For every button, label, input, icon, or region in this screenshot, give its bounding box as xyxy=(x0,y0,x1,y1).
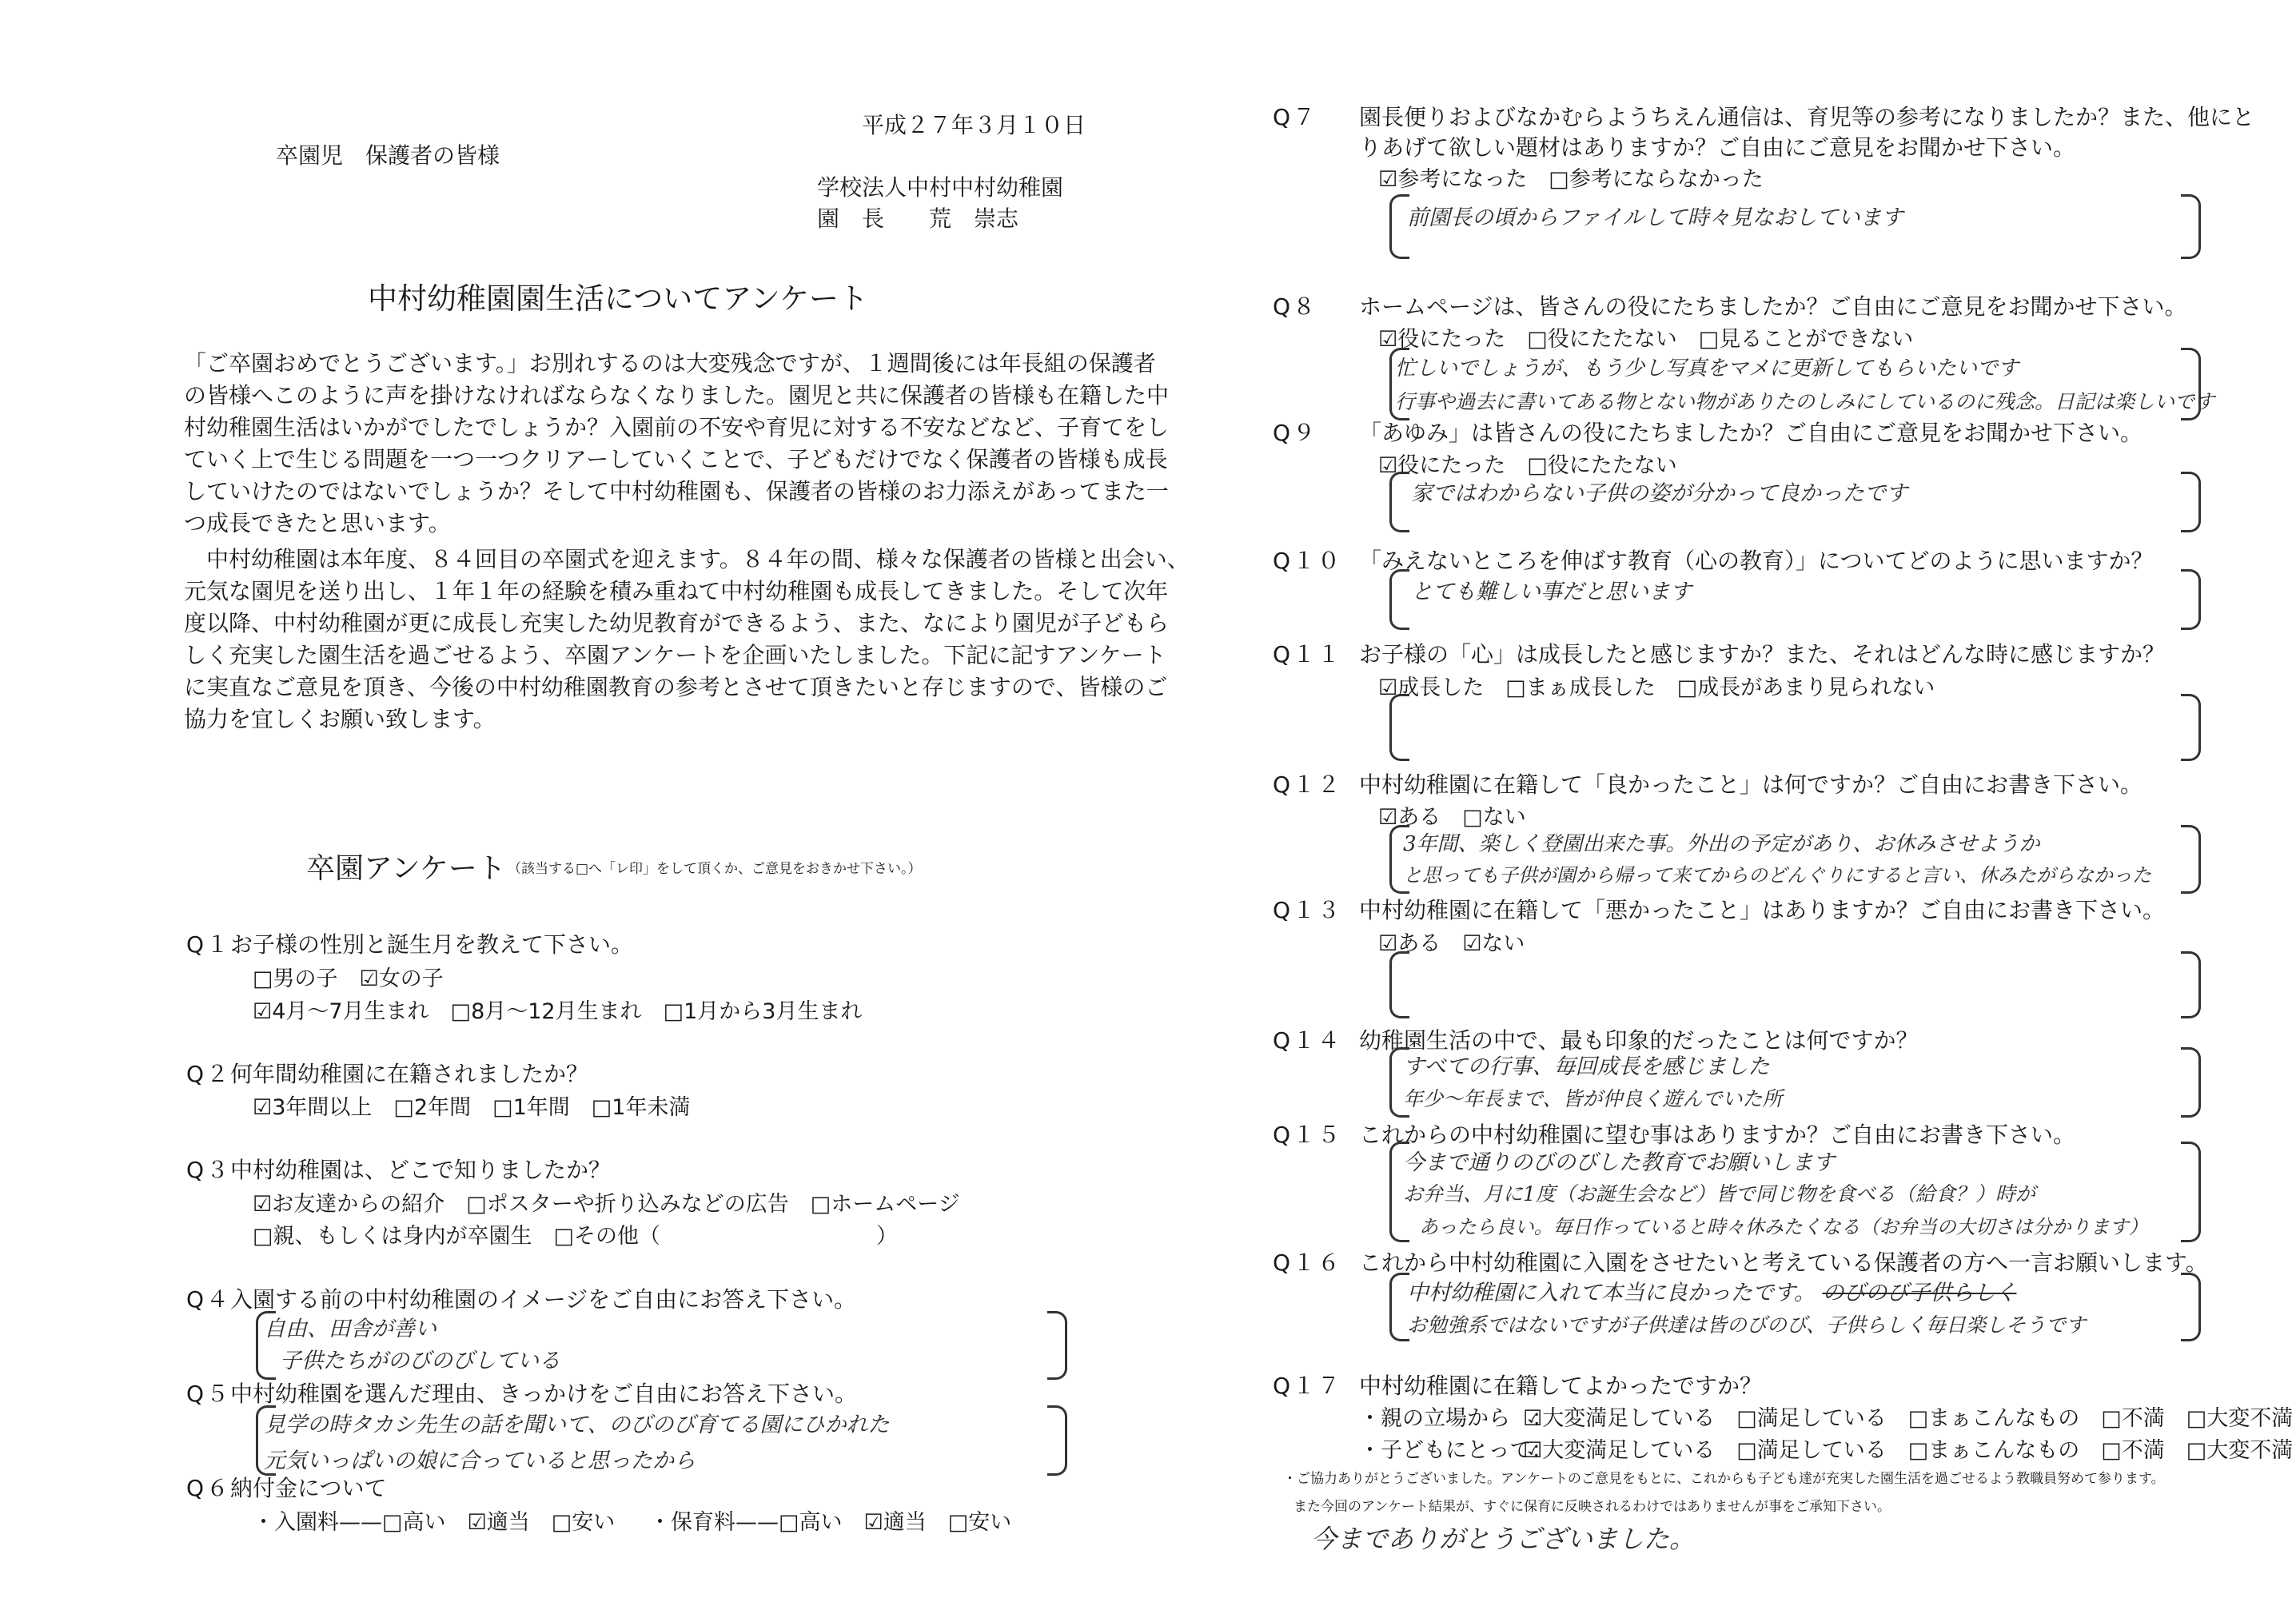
q10-bracket-right xyxy=(2181,569,2201,630)
page-title: 中村幼稚園園生活についてアンケート xyxy=(368,281,869,316)
closing-thanks-handwritten: 今までありがとうございました。 xyxy=(1311,1524,1696,1554)
q16-answer-1 xyxy=(1407,1275,2016,1306)
q7-answer: 前園長の頃からファイルして時々見なおしています xyxy=(1407,205,1903,230)
q15-answer-2: お弁当、月に1度（お誕生会など）皆で同じ物を食べる（給食？）時が xyxy=(1403,1182,2035,1206)
q1-text: お子様の性別と誕生月を教えて下さい。 xyxy=(230,931,634,958)
q15-answer-1: 今まで通りのびのびした教育でお願いします xyxy=(1403,1150,1835,1175)
q3-options-2[interactable]: □親、もしくは身内が卒園生 □その他（ ） xyxy=(253,1224,899,1249)
q6-number: Q６ xyxy=(186,1475,232,1501)
q4-number: Q４ xyxy=(186,1286,232,1313)
intro-line: 協力を宜しくお願い致します。 xyxy=(184,706,496,732)
q4-answer-2: 子供たちがのびのびしている xyxy=(280,1349,560,1373)
intro-line: に実直なご意見を頂き、今後の中村幼稚園教育の参考とさせて頂きたいと存じますので、皆様のご xyxy=(184,674,1168,700)
q1-options-gender[interactable]: □男の子 ☑女の子 xyxy=(253,966,444,991)
intro-line: 「ご卒園おめでとうございます。」お別れするのは大変残念ですが、１週間後には年長組の保護者 xyxy=(184,350,1156,377)
q16-answer-1-text: 中村幼稚園に入れて本当に良かったです。 xyxy=(1407,1281,1816,1305)
q9-options[interactable]: ☑役にたった □役にたたない xyxy=(1378,453,1677,478)
q11-number: Q１１ xyxy=(1273,641,1343,668)
q14-number: Q１４ xyxy=(1273,1027,1343,1054)
q13-bracket-left xyxy=(1389,951,1409,1018)
intro-line: 中村幼稚園は本年度、８４回目の卒園式を迎えます。８４年の間、様々な保護者の皆様と出会い、 xyxy=(206,546,1190,572)
q17-parent-label: ・親の立場から ： xyxy=(1359,1406,1553,1431)
intro-line: 度以降、中村幼稚園が更に成長し充実した幼児教育ができるよう、また、なにより園児が子どもら xyxy=(184,610,1170,636)
q13-bracket-right xyxy=(2181,951,2201,1018)
q17-child-options[interactable]: ☑大変満足している □満足している □まぁこんなもの □不満 □大変不満 xyxy=(1523,1438,2294,1463)
q7-text-1: 園長便りおよびなかむらようちえん通信は、育児等の参考になりましたか？また、他にと xyxy=(1359,104,2255,130)
organization: 学校法人中村中村幼稚園 xyxy=(817,174,1064,201)
q17-parent-options[interactable]: ☑大変満足している □満足している □まぁこんなもの □不満 □大変不満 xyxy=(1523,1406,2294,1431)
q8-answer-1: 忙しいでしょうが、もう少し写真をマメに更新してもらいたいです xyxy=(1395,357,2019,381)
q7-options[interactable]: ☑参考になった □参考にならなかった xyxy=(1378,167,1764,192)
q9-text: 「あゆみ」は皆さんの役にたちましたか？ご自由にご意見をお聞かせ下さい。 xyxy=(1359,420,2143,446)
intro-line: 元気な園児を送り出し、１年１年の経験を積み重ねて中村幼稚園も成長してきました。そして次年 xyxy=(184,578,1169,604)
q13-number: Q１３ xyxy=(1273,897,1343,923)
survey-note: （該当する□へ「レ印」をして頂くか、ご意見をおきかせ下さい。） xyxy=(508,861,922,877)
q8-options[interactable]: ☑役にたった □役にたたない □見ることができない xyxy=(1378,327,1914,352)
intro-line: 村幼稚園生活はいかがでしたでしょうか？入園前の不安や育児に対する不安などなど、子育てをし xyxy=(184,414,1170,440)
q15-number: Q１５ xyxy=(1273,1122,1343,1148)
q15-bracket-right xyxy=(2181,1142,2201,1242)
q10-bracket-left xyxy=(1389,569,1409,630)
q4-answer-1: 自由、田舎が善い xyxy=(264,1317,436,1341)
q4-text: 入園する前の中村幼稚園のイメージをご自由にお答え下さい。 xyxy=(230,1286,857,1313)
q12-number: Q１２ xyxy=(1273,771,1343,798)
q3-number: Q３ xyxy=(186,1157,232,1183)
q12-answer-2: と思っても子供が園から帰って来てからのどんぐりにすると言い、休みたがらなかった xyxy=(1403,864,2151,887)
q8-text: ホームページは、皆さんの役にたちましたか？ご自由にご意見をお聞かせ下さい。 xyxy=(1359,293,2187,320)
q17-child-label: ・子どもにとって： xyxy=(1359,1438,1553,1463)
q12-bracket-right xyxy=(2181,825,2201,894)
date: 平成２７年３月１０日 xyxy=(862,112,1086,138)
q15-text: これからの中村幼稚園に望む事はありますか？ご自由にお書き下さい。 xyxy=(1359,1122,2076,1148)
q1-number: Q１ xyxy=(186,931,232,958)
q7-bracket-right xyxy=(2181,194,2201,259)
closing-note-2: また今回のアンケート結果が、すぐに保育に反映されるわけではありませんが事をご承知下さい。 xyxy=(1293,1499,1891,1515)
q13-text: 中村幼稚園に在籍して「悪かったこと」はありますか？ご自由にお書き下さい。 xyxy=(1359,897,2166,923)
q1-options-birth[interactable]: ☑4月～7月生まれ □8月～12月生まれ □1月から3月生まれ xyxy=(253,999,863,1024)
principal: 園 長 荒 崇志 xyxy=(817,205,1019,232)
intro-line: していけたのではないでしょうか？そして中村幼稚園も、保護者の皆様のお力添えがあってまた一 xyxy=(184,478,1169,504)
q15-answer-3: あったら良い。毎日作っていると時々休みたくなる（お弁当の大切さは分かります） xyxy=(1419,1216,2148,1238)
q10-answer: とても難しい事だと思います xyxy=(1411,580,1692,604)
q3-options-1[interactable]: ☑お友達からの紹介 □ポスターや折り込みなどの広告 □ホームページ xyxy=(253,1192,960,1217)
q6-text: 納付金について xyxy=(230,1475,387,1501)
q5-text: 中村幼稚園を選んだ理由、きっかけをご自由にお答え下さい。 xyxy=(230,1381,858,1407)
intro-paragraph-1 xyxy=(184,348,1169,540)
q17-text: 中村幼稚園に在籍してよかったですか？ xyxy=(1359,1373,1763,1399)
q9-bracket-left xyxy=(1389,472,1409,532)
q4-bracket-right xyxy=(1047,1311,1067,1380)
q9-number: Q９ xyxy=(1273,420,1318,446)
q11-bracket-left xyxy=(1389,694,1409,761)
survey-heading: 卒園アンケート xyxy=(306,852,506,885)
q11-options[interactable]: ☑成長した □まぁ成長した □成長があまり見られない xyxy=(1378,675,1935,700)
q12-answer-1: 3年間、楽しく登園出来た事。外出の予定があり、お休みさせようか xyxy=(1403,832,2040,856)
intro-line: の皆様へこのように声を掛けなければならなくなりました。園児と共に保護者の皆様も在籍した中 xyxy=(184,382,1170,408)
closing-note-1: ・ご協力ありがとうございました。アンケートのご意見をもとに、これからも子ども達が充実した園生活を過ごせるよう教職員努めて参ります。 xyxy=(1283,1471,2165,1487)
q2-options[interactable]: ☑3年間以上 □2年間 □1年間 □1年未満 xyxy=(253,1095,691,1120)
q7-number: Q７ xyxy=(1273,104,1318,130)
q12-text: 中村幼稚園に在籍して「良かったこと」は何ですか？ご自由にお書き下さい。 xyxy=(1359,771,2143,798)
q8-number: Q８ xyxy=(1273,293,1318,320)
addressee: 卒園児 保護者の皆様 xyxy=(276,142,500,169)
q2-number: Q２ xyxy=(186,1061,232,1087)
q14-answer-2: 年少～年長まで、皆が仲良く遊んでいた所 xyxy=(1403,1087,1783,1110)
q13-options[interactable]: ☑ある ☑ない xyxy=(1378,931,1525,956)
q12-options[interactable]: ☑ある □ない xyxy=(1378,805,1526,830)
q6-options-childcare[interactable]: ・保育料——□高い ☑適当 □安い xyxy=(649,1510,1012,1535)
q16-bracket-right xyxy=(2181,1273,2201,1341)
q5-bracket-right xyxy=(1047,1405,1067,1476)
q16-number: Q１６ xyxy=(1273,1249,1343,1276)
intro-line: ていく上で生じる問題を一つ一つクリアーしていくことで、子どもだけでなく保護者の皆様も成長 xyxy=(184,446,1168,472)
q16-text: これから中村幼稚園に入園をさせたいと考えている保護者の方へ一言お願いします。 xyxy=(1359,1249,2208,1276)
intro-paragraph-2 xyxy=(184,544,1190,735)
q10-number: Q１０ xyxy=(1273,548,1343,574)
q17-number: Q１７ xyxy=(1273,1373,1343,1399)
q2-text: 何年間幼稚園に在籍されましたか？ xyxy=(230,1061,589,1087)
q16-answer-2: お勉強系ではないですが子供達は皆のびのび、子供らしく毎日楽しそうです xyxy=(1407,1313,2087,1337)
q7-text-2: りあげて欲しい題材はありますか？ご自由にご意見をお聞かせ下さい。 xyxy=(1359,134,2076,161)
q14-text: 幼稚園生活の中で、最も印象的だったことは何ですか？ xyxy=(1359,1027,1919,1054)
q3-text: 中村幼稚園は、どこで知りましたか？ xyxy=(230,1157,612,1183)
q14-bracket-right xyxy=(2181,1047,2201,1118)
q5-answer-1: 見学の時タカシ先生の話を聞いて、のびのび育てる園にひかれた xyxy=(264,1413,890,1437)
q9-answer: 家ではわからない子供の姿が分かって良かったです xyxy=(1411,481,1907,506)
q8-answer-2: 行事や過去に書いてある物とない物がありたのしみにしているのに残念。日記は楽しいです xyxy=(1395,390,2215,413)
q5-answer-2: 元気いっぱいの娘に合っていると思ったから xyxy=(264,1449,696,1473)
intro-line: つ成長できたと思います。 xyxy=(184,510,451,536)
q9-bracket-right xyxy=(2181,472,2201,532)
q11-text: お子様の「心」は成長したと感じますか？また、それはどんな時に感じますか？ xyxy=(1359,641,2166,668)
q6-options-entry[interactable]: ・入園料——□高い ☑適当 □安い xyxy=(253,1510,616,1535)
q16-answer-1-struck: のびのび子供らしく xyxy=(1822,1281,2017,1305)
q5-number: Q５ xyxy=(186,1381,232,1407)
q14-answer-1: すべての行事、毎回成長を感じました xyxy=(1403,1054,1770,1079)
q10-text: 「みえないところを伸ばす教育（心の教育）」についてどのように思いますか？ xyxy=(1359,548,2154,574)
intro-line: しく充実した園生活を過ごせるよう、卒園アンケートを企画いたしました。下記に記すアンケート xyxy=(184,642,1166,668)
q11-bracket-right xyxy=(2181,694,2201,761)
